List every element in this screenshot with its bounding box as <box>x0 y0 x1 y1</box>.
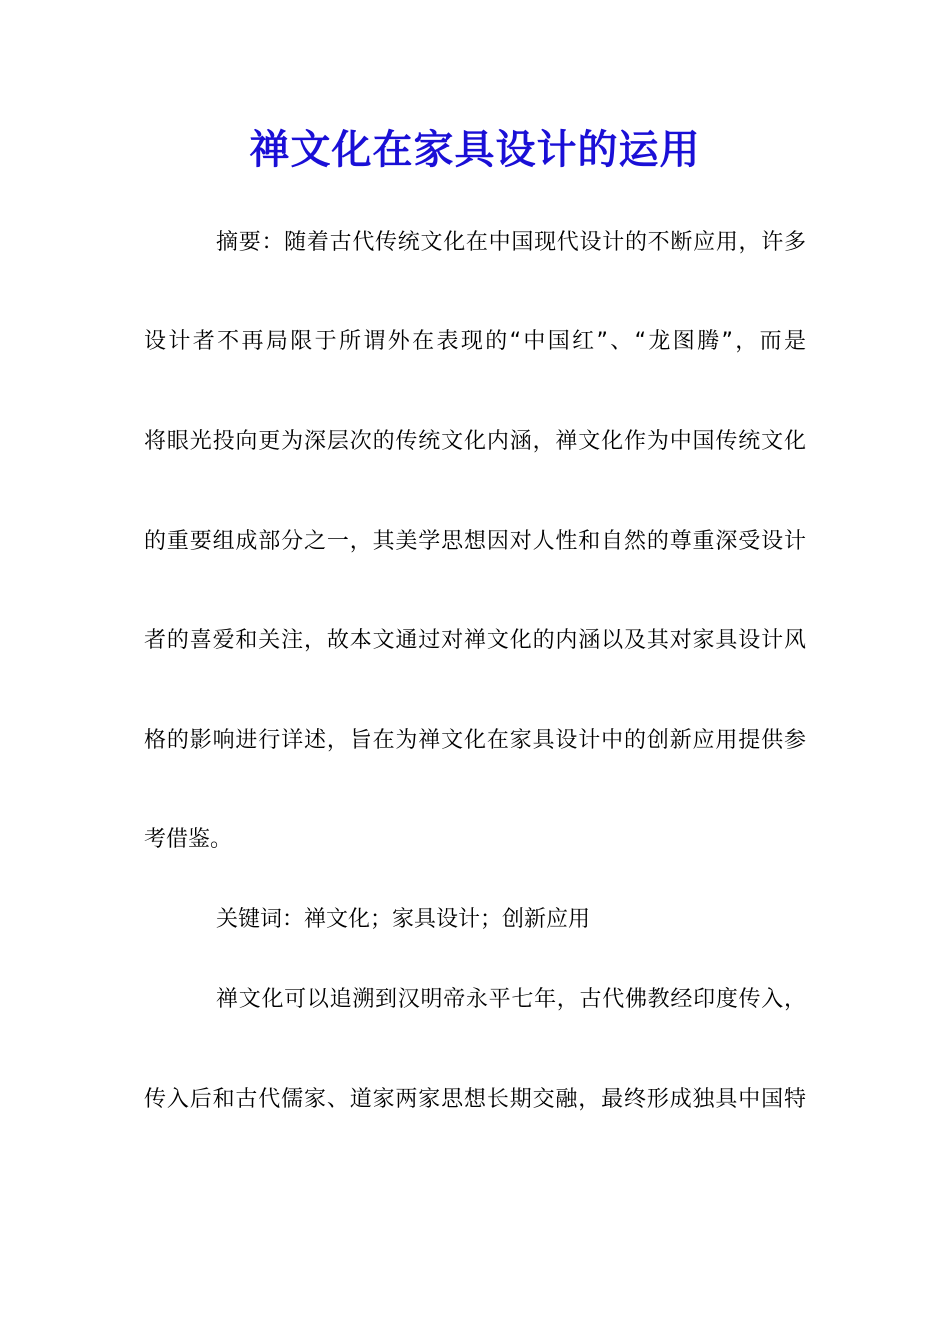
abstract-line-2: 设计者不再局限于所谓外在表现的“中国红”、“龙图腾”，而是 <box>144 329 806 354</box>
abstract-line-1: 摘要：随着古代传统文化在中国现代设计的不断应用，许多 <box>216 230 806 255</box>
body-line-2: 传入后和古代儒家、道家两家思想长期交融，最终形成独具中国特 <box>144 1087 806 1112</box>
abstract-line-3: 将眼光投向更为深层次的传统文化内涵，禅文化作为中国传统文化 <box>144 429 806 454</box>
abstract-line-4: 的重要组成部分之一，其美学思想因对人性和自然的尊重深受设计 <box>144 529 806 554</box>
body-line-1: 禅文化可以追溯到汉明帝永平七年，古代佛教经印度传入， <box>216 987 806 1012</box>
abstract-line-7: 考借鉴。 <box>144 827 233 852</box>
abstract-line-5: 者的喜爱和关注，故本文通过对禅文化的内涵以及其对家具设计风 <box>144 628 806 653</box>
keywords-line: 关键词：禅文化；家具设计；创新应用 <box>216 907 591 932</box>
abstract-line-6: 格的影响进行详述，旨在为禅文化在家具设计中的创新应用提供参 <box>144 728 806 753</box>
document-title: 禅文化在家具设计的运用 <box>249 127 701 173</box>
